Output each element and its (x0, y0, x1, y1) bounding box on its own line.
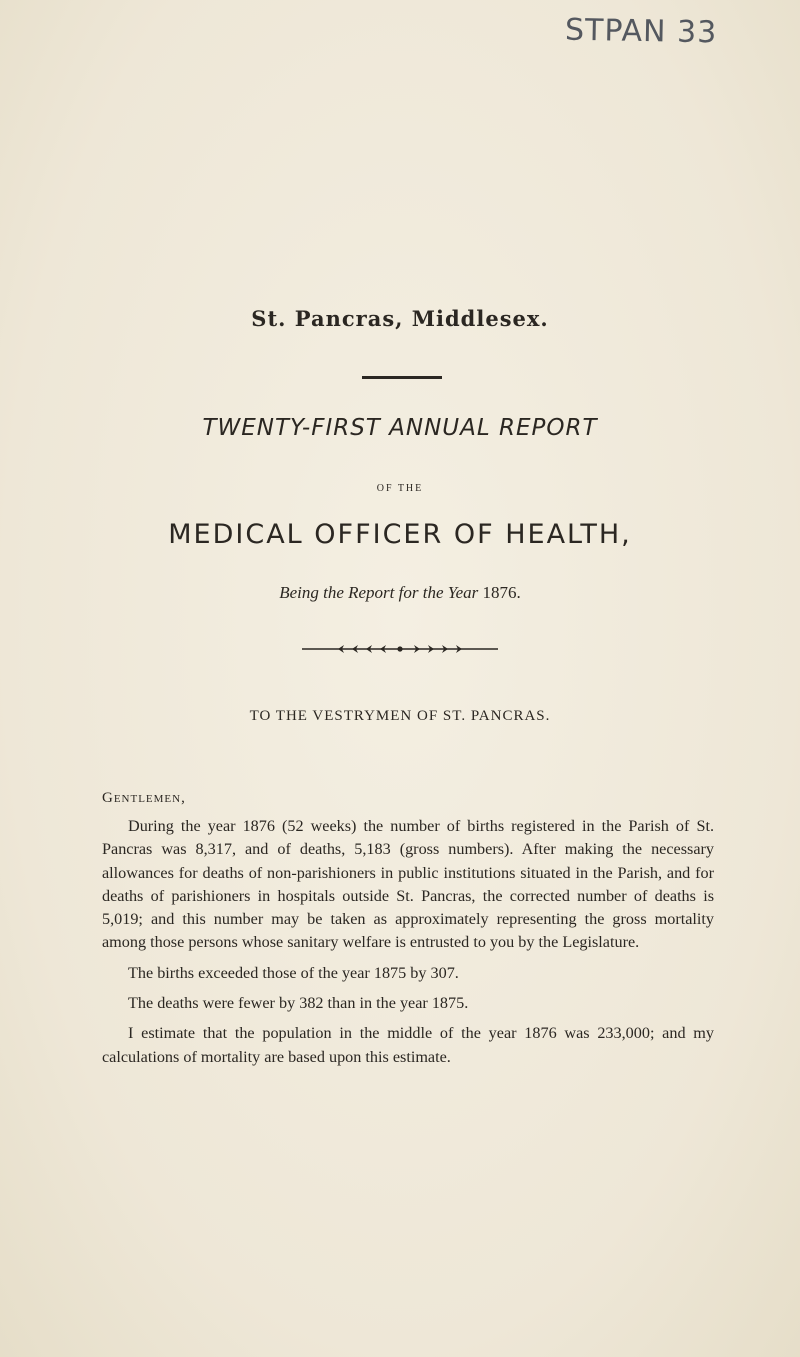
subtitle-italic: Being the Report for the Year (279, 583, 479, 602)
ornament-divider (300, 642, 500, 656)
parish-heading: St. Pancras, Middlesex. (251, 306, 549, 331)
address-line: TO THE VESTRYMEN OF ST. PANCRAS. (249, 708, 551, 724)
paragraph: The deaths were fewer by 382 than in the year 1875. (128, 994, 469, 1013)
subtitle-year: 1876. (482, 583, 521, 602)
of-the-label: OF THE (376, 483, 424, 494)
heading-rule (362, 376, 442, 379)
salutation: Gentlemen, (102, 790, 186, 806)
officer-title: MEDICAL OFFICER OF HEALTH, (168, 519, 632, 550)
report-subtitle (0, 583, 800, 603)
paragraph: I estimate that the population in the middle of the year 1876 was 233,000; and my calculations of mortality are based upon this estimate. (102, 1024, 714, 1066)
paragraph: The births exceeded those of the year 1875 by 307. (128, 963, 459, 982)
body-text (102, 815, 714, 1076)
archive-stamp: STPAN 33 (564, 12, 718, 51)
report-title: TWENTY-FIRST ANNUAL REPORT (202, 415, 598, 441)
paragraph: During the year 1876 (52 weeks) the number of births registered in the Parish of St. Pancras was 8,317, and of deaths, 5,183 (gross numbers). After making the necessary allowances for deaths of non-parishioners in public institutions situated in the Parish, and for deaths of parishioners in hospitals outside St. Pancras, the corrected number of deaths is 5,019; and this number may be taken as approximately representing the gross mortality among those persons whose sanitary welfare is entrusted to you by the Legislature. (102, 817, 714, 952)
